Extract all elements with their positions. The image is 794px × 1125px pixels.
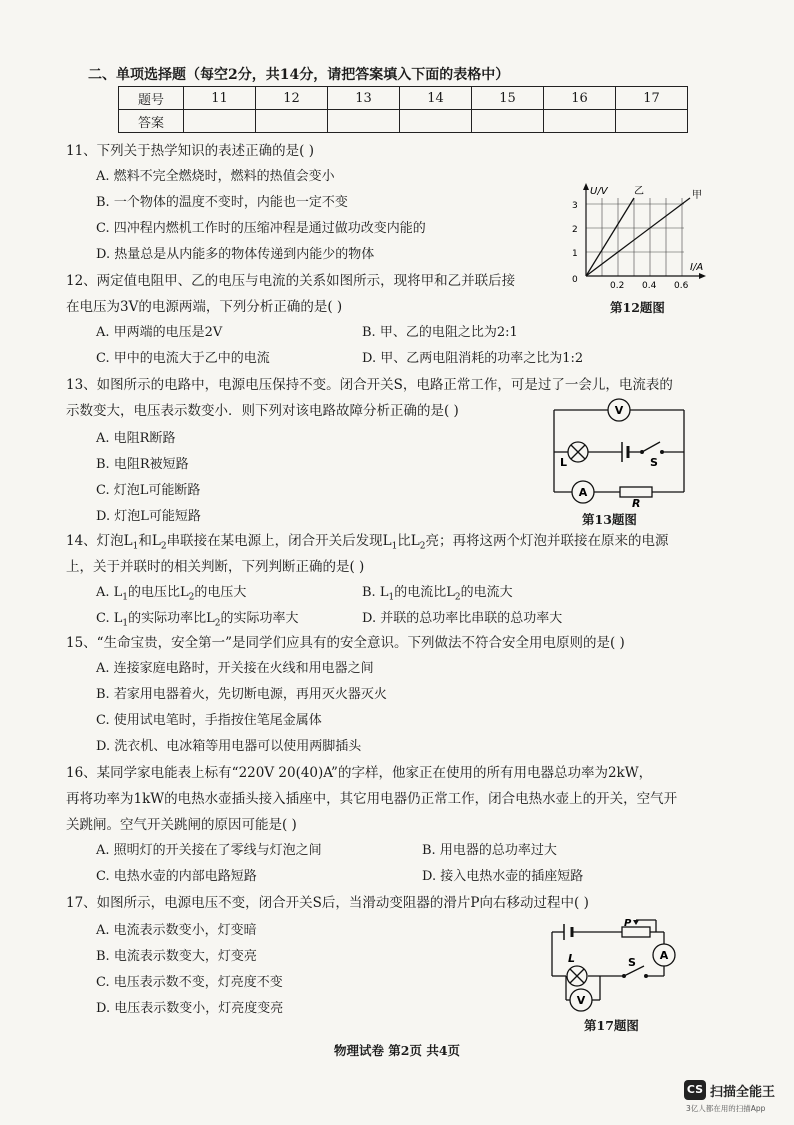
answer-cell[interactable]: [256, 110, 328, 133]
answer-cell[interactable]: [328, 110, 400, 133]
q15-option-a: A. 连接家庭电路时，开关接在火线和用电器之间: [96, 661, 374, 676]
answer-cell[interactable]: [616, 110, 688, 133]
q12-uv-graph: [562, 178, 710, 288]
scanner-app-name: 扫描全能王: [710, 1085, 776, 1100]
q11-stem: 11、下列关于热学知识的表述正确的是( ): [66, 143, 315, 159]
q13-option-c: C. 灯泡L可能断路: [96, 483, 201, 498]
answer-table: [118, 86, 688, 133]
question-number-cell: 16: [544, 87, 616, 110]
answer-cell[interactable]: [184, 110, 256, 133]
question-number-cell: 17: [616, 87, 688, 110]
q15-option-b: B. 若家用电器着火，先切断电源，再用灭火器灭火: [96, 687, 387, 702]
q12-option-a: A. 甲两端的电压是2V: [96, 325, 223, 340]
q12-option-d: D. 甲、乙两电阻消耗的功率之比为1:2: [362, 351, 584, 366]
q11-option-a: A. 燃料不完全燃烧时，燃料的热值会变小: [96, 169, 335, 184]
question-number-cell: 11: [184, 87, 256, 110]
q14-stem-line2: 上，关于并联时的相关判断，下列判断正确的是( ): [66, 559, 365, 575]
q13-stem-line2: 示数变大，电压表示数变小．则下列对该电路故障分析正确的是( ): [66, 403, 459, 419]
table-answer-label: 答案: [119, 110, 184, 133]
q16-option-a: A. 照明灯的开关接在了零线与灯泡之间: [96, 843, 322, 858]
q17-option-d: D. 电压表示数变小，灯亮度变亮: [96, 1001, 284, 1016]
switch-icon: [640, 442, 664, 454]
q16-option-d: D. 接入电热水壶的插座短路: [422, 869, 584, 884]
q11-option-d: D. 热量总是从内能多的物体传递到内能少的物体: [96, 247, 375, 262]
x-tick-label: 0.4: [642, 281, 657, 288]
q12-figure-caption: 第12题图: [610, 300, 665, 315]
lamp-label: L: [568, 952, 576, 965]
y-axis-label: U/V: [590, 186, 608, 197]
resistor-icon: [620, 487, 652, 497]
svg-text:V: V: [614, 404, 624, 417]
y-tick-label: 1: [572, 249, 578, 259]
scanner-logo-icon: CS: [684, 1080, 706, 1100]
question-number-cell: 13: [328, 87, 400, 110]
x-axis-label: I/A: [690, 262, 704, 273]
q14-option-a: A. $L_1$的电压比$L_2$的电压大: [96, 585, 247, 603]
q12-stem-line2: 在电压为3V的电源两端，下列分析正确的是( ): [66, 299, 343, 315]
switch-label: S: [628, 956, 636, 969]
q13-option-d: D. 灯泡L可能短路: [96, 509, 201, 524]
x-tick-label: 0.6: [674, 281, 689, 288]
q11-option-b: B. 一个物体的温度不变时，内能也一定不变: [96, 195, 348, 210]
q16-option-b: B. 用电器的总功率过大: [422, 843, 557, 858]
answer-cell[interactable]: [544, 110, 616, 133]
section-title: 二、单项选择题（每空2分，共14分，请把答案填入下面的表格中）: [88, 67, 510, 83]
origin-label: 0: [572, 275, 578, 285]
q12-option-c: C. 甲中的电流大于乙中的电流: [96, 351, 270, 366]
svg-text:A: A: [578, 486, 588, 499]
q13-figure-caption: 第13题图: [582, 512, 637, 527]
slider-label: P: [624, 918, 632, 929]
question-number-cell: 14: [400, 87, 472, 110]
series-jia-line: [586, 198, 690, 276]
lamp-label: L: [560, 456, 568, 469]
voltmeter-icon: [608, 399, 630, 421]
q14-option-c: C. $L_1$的实际功率比$L_2$的实际功率大: [96, 611, 299, 629]
q13-option-a: A. 电阻R断路: [96, 431, 176, 446]
q12-option-b: B. 甲、乙的电阻之比为2:1: [362, 325, 518, 340]
page-footer: 物理试卷 第2页 共4页: [333, 1043, 461, 1058]
x-tick-label: 0.2: [610, 281, 625, 288]
q15-option-d: D. 洗衣机、电冰箱等用电器可以使用两脚插头: [96, 739, 362, 754]
q14-option-d: D. 并联的总功率比串联的总功率大: [362, 611, 563, 626]
series-yi-line: [586, 198, 634, 276]
resistor-label: R: [632, 497, 641, 508]
series-jia-label: 甲: [692, 190, 702, 201]
y-tick-label: 2: [572, 225, 578, 235]
q15-option-c: C. 使用试电笔时，手指按住笔尾金属体: [96, 713, 322, 728]
y-tick-label: 3: [572, 201, 578, 211]
q17-stem: 17、如图所示，电源电压不变，闭合开关S后，当滑动变阻器的滑片P向右移动过程中( ): [66, 895, 589, 911]
svg-text:A: A: [659, 949, 669, 962]
q16-stem-line2: 再将功率为1kW的电热水壶插头接入插座中，其它用电器仍正常工作，闭合电热水壶上的开关，空气开: [66, 791, 678, 807]
voltmeter-icon: [570, 989, 592, 1011]
q16-stem-line1: 16、某同学家电能表上标有“220V 20(40)A”的字样，他家正在使用的所有用电器总功率为2kW，: [66, 765, 653, 781]
q14-stem-line1: 14、灯泡$L_1$和$L_2$串联接在某电源上，闭合开关后发现$L_1$比$L_2$亮；再将这两个灯泡并联接在原来的电源: [66, 533, 669, 552]
answer-cell[interactable]: [400, 110, 472, 133]
q13-option-b: B. 电阻R被短路: [96, 457, 189, 472]
q11-option-c: C. 四冲程内燃机工作时的压缩冲程是通过做功改变内能的: [96, 221, 426, 236]
lamp-icon: [567, 966, 587, 986]
q16-stem-line3: 关跳闸。空气开关跳闸的原因可能是( ): [66, 817, 297, 833]
lamp-icon: [568, 442, 588, 462]
question-number-cell: 12: [256, 87, 328, 110]
svg-text:V: V: [576, 994, 586, 1007]
scanner-app-tagline: 3亿人都在用的扫描App: [686, 1104, 766, 1113]
table-row: [119, 110, 688, 133]
series-yi-label: 乙: [634, 186, 644, 197]
q14-option-b: B. $L_1$的电流比$L_2$的电流大: [362, 585, 513, 603]
ammeter-icon: [653, 944, 675, 966]
q12-stem-line1: 12、两定值电阻甲、乙的电压与电流的关系如图所示，现将甲和乙并联后接: [66, 273, 516, 289]
q17-circuit-diagram: [544, 918, 694, 1018]
answer-cell[interactable]: [472, 110, 544, 133]
q17-option-a: A. 电流表示数变小，灯变暗: [96, 923, 257, 938]
slider-arrow-icon: [633, 920, 639, 925]
ammeter-icon: [572, 481, 594, 503]
table-header-label: 题号: [119, 87, 184, 110]
q13-stem-line1: 13、如图所示的电路中，电源电压保持不变。闭合开关S，电路正常工作，可是过了一会儿，电流表的: [66, 377, 673, 393]
q15-stem: 15、“生命宝贵，安全第一”是同学们应具有的安全意识。下列做法不符合安全用电原则的是( ): [66, 635, 625, 651]
question-number-cell: 15: [472, 87, 544, 110]
q17-figure-caption: 第17题图: [584, 1018, 639, 1033]
table-row: [119, 87, 688, 110]
q13-circuit-diagram: [546, 396, 696, 508]
q16-option-c: C. 电热水壶的内部电路短路: [96, 869, 257, 884]
switch-label: S: [650, 456, 658, 469]
q17-option-b: B. 电流表示数变大，灯变亮: [96, 949, 257, 964]
q17-option-c: C. 电压表示数不变，灯亮度不变: [96, 975, 283, 990]
